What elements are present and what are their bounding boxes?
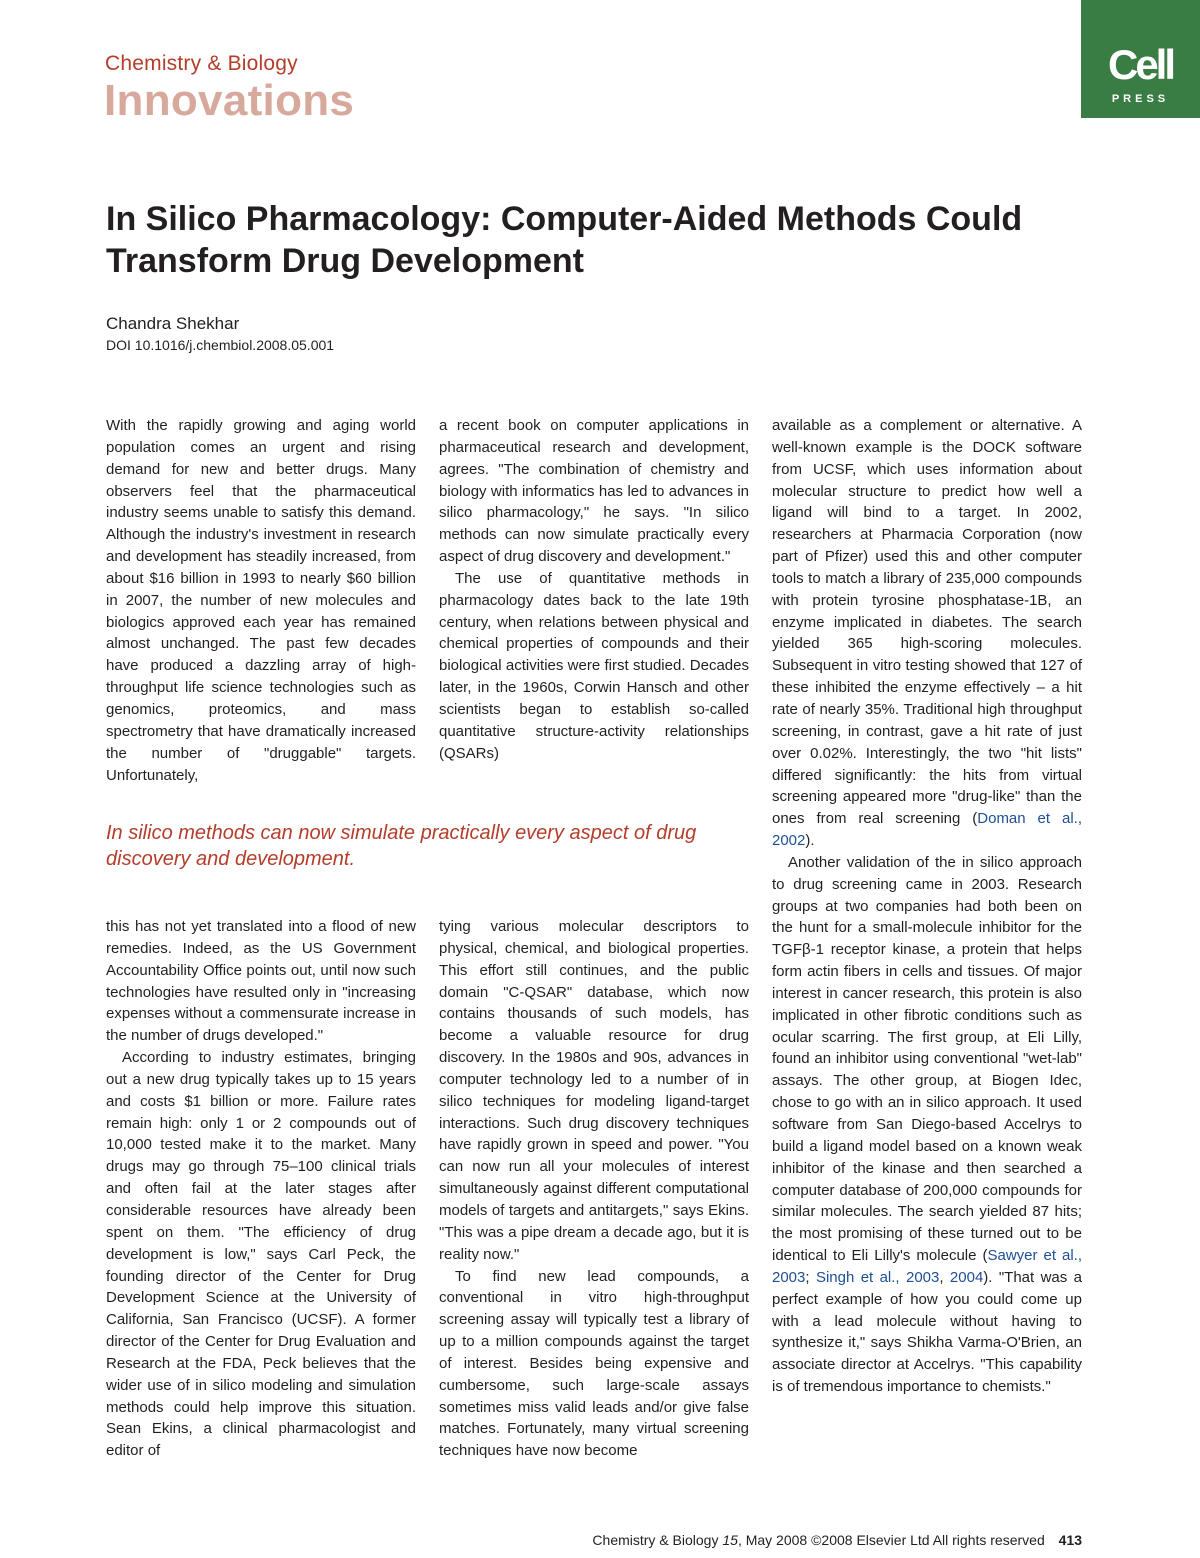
page-number: 413 bbox=[1058, 1532, 1082, 1548]
column-2-bottom bbox=[439, 916, 749, 1462]
footer-volume: 15 bbox=[722, 1532, 738, 1548]
section-title: Innovations bbox=[104, 76, 355, 125]
paragraph: With the rapidly growing and aging world population comes an urgent and rising demand for new and better drugs. Many observers feel that the pharmaceutical industry seems unable to satisfy this demand. Although the industry's investment in research and development has steadily increased, from about $16 billion in 1993 to nearly $60 billion in 2007, the number of new molecules and biologics approved each year has remained almost unchanged. The past few decades have produced a dazzling array of high-throughput life science technologies such as genomics, proteomics, and mass spectrometry that have dramatically increased the number of "druggable" targets. Unfortunately, bbox=[106, 417, 416, 784]
paragraph bbox=[772, 415, 1082, 852]
text-run: , bbox=[939, 1268, 950, 1286]
paragraph: To find new lead compounds, a conventional in vitro high-throughput screening assay will typically test a library of up to a million compounds against the target of interest. Besides being expensive and cumbersome, such large-scale assays sometimes miss valid leads and/or give false matches. Fortunately, many virtual screening techniques have now become bbox=[439, 1267, 749, 1460]
paragraph: According to industry estimates, bringing out a new drug typically takes up to 15 years and costs $1 billion or more. Failure rates remain high: only 1 or 2 compounds out of 10,000 tested make it to the market. Many drugs may go through 75–100 clinical trials and often fail at the later stages after considerable resources have already been spent on them. "The efficiency of drug development is low," says Carl Peck, the founding director of the Center for Drug Development Science at the University of California, San Francisco (UCSF). A former director of the Center for Drug Evaluation and Research at the FDA, Peck believes that the wider use of in silico modeling and simulation methods could help improve this situation. Sean Ekins, a clinical pharmacologist and editor of bbox=[106, 1049, 416, 1460]
text-run: ). bbox=[805, 832, 815, 850]
paragraph: tying various molecular descriptors to physical, chemical, and biological properties. This effort still continues, and the public domain "C-QSAR" database, which now contains thousands of such models, has become a valuable resource for drug discovery. In the 1980s and 90s, advances in computer technology led to a number of in silico techniques for modeling ligand-target interactions. Such drug discovery techniques have rapidly grown in speed and power. "You can now run all your molecules of interest simultaneously against different computational models of targets and antitargets," says Ekins. "This was a pipe dream a decade ago, but it is reality now." bbox=[439, 918, 749, 1263]
citation-link[interactable]: Doman et al., 2002 bbox=[772, 810, 1082, 850]
page-footer bbox=[592, 1532, 1082, 1548]
author-name: Chandra Shekhar bbox=[106, 314, 240, 333]
logo-subtitle: PRESS bbox=[1111, 93, 1170, 105]
cell-press-logo[interactable] bbox=[1081, 0, 1200, 118]
citation-link[interactable]: Sawyer et al., 2003 bbox=[772, 1247, 1083, 1286]
column-3 bbox=[772, 415, 1082, 1398]
text-run: Another validation of the in silico approach to drug screening came in 2003. Research groups at two companies had both been on the hunt for a small-molecule inhibitor for the TGFβ-1 receptor kinase, a protein that helps form actin fibers in cells and tissues. Of major interest in cancer research, this protein is also implicated in other fibrotic conditions such as ocular scarring. The first group, at Eli Lilly, found an inhibitor using conventional "wet-lab" assays. The other group, at Biogen Idec, chose to go with an in silico approach. It used software from San Diego-based Accelrys to build a ligand model based on a known weak inhibitor of the kinase and then searched a computer database of 200,000 compounds for similar molecules. The search yielded 87 hits; the most promising of these turned out to be identical to Eli Lilly's molecule ( bbox=[772, 853, 1082, 1265]
article-title: In Silico Pharmacology: Computer-Aided Methods Could Transform Drug Development bbox=[106, 200, 1023, 280]
paragraph: The use of quantitative methods in pharmacology dates back to the late 19th century, when relations between physical and chemical properties of compounds and their biological activities were first studied. Decades later, in the 1960s, Corwin Hansch and other scientists began to establish so-called quantitative structure-activity relationships (QSARs) bbox=[439, 569, 749, 762]
column-1-bottom bbox=[106, 916, 416, 1462]
column-2-top bbox=[439, 415, 749, 765]
footer-journal: Chemistry & Biology bbox=[592, 1532, 719, 1548]
paragraph: a recent book on computer applications in pharmaceutical research and development, agrees. "The combination of chemistry and biology with informatics has led to advances in silico pharmacology," he says. "In silico methods can now simulate practically every aspect of drug discovery and development." bbox=[439, 417, 749, 566]
text-run: available as a complement or alternative. A well-known example is the DOCK software from UCSF, which uses information about molecular structure to predict how well a ligand will bind to a target. In 2002, researchers at Pharmacia Corporation (now part of Pfizer) used this and other computer tools to match a library of 235,000 compounds with protein tyrosine phosphatase-1B, an enzyme implicated in diabetes. The search yielded 365 high-scoring molecules. Subsequent in vitro testing showed that 127 of these inhibited the enzyme effectively – a hit rate of nearly 35%. Traditional high throughput screening, in contrast, gave a hit rate of just over 0.02%. Interestingly, the two "hit lists" differed significantly: the hits from virtual screening appeared more "drug-like" than the ones from real screening ( bbox=[772, 417, 1082, 828]
column-1-top bbox=[106, 415, 416, 786]
footer-copyright: , May 2008 ©2008 Elsevier Ltd All rights reserved bbox=[737, 1532, 1045, 1548]
text-run: ). "That was a perfect example of how you could come up with a lead molecule without having to synthesize it," says Shikha Varma-O'Brien, an associate director at Accelrys. "This capability is of tremendous importance to chemists." bbox=[772, 1268, 1082, 1396]
citation-link[interactable]: Singh et al., 2003 bbox=[815, 1268, 940, 1286]
pull-quote: In silico methods can now simulate practically every aspect of drug discovery and development. bbox=[106, 822, 697, 870]
paragraph: this has not yet translated into a flood of new remedies. Indeed, as the US Government Accountability Office points out, until now such technologies have resulted only in "increasing expenses without a commensurate increase in the number of drugs developed." bbox=[106, 918, 416, 1045]
logo-wordmark: Cell bbox=[1107, 41, 1174, 88]
citation-link[interactable]: 2004 bbox=[949, 1268, 984, 1286]
text-run: ; bbox=[805, 1268, 816, 1286]
paragraph bbox=[772, 852, 1082, 1398]
journal-name: Chemistry & Biology bbox=[105, 52, 298, 75]
doi: DOI 10.1016/j.chembiol.2008.05.001 bbox=[106, 337, 335, 353]
